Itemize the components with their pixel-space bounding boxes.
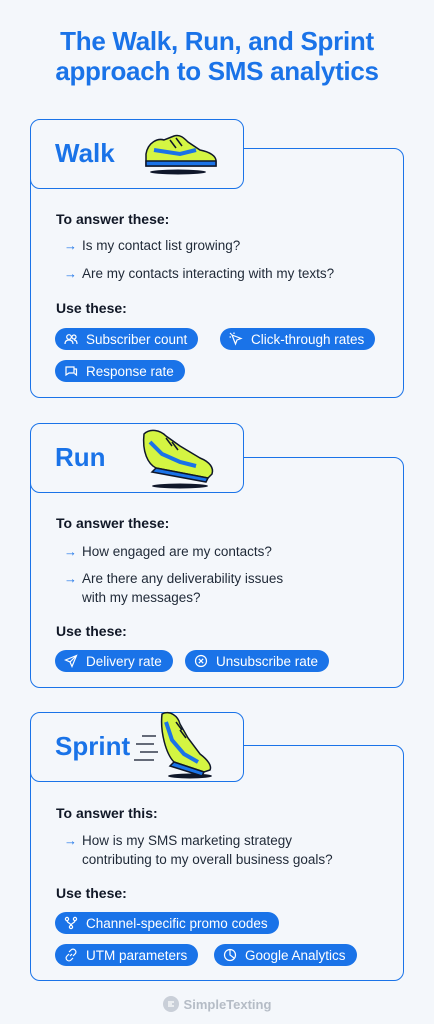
brand-logo — [0, 996, 434, 1012]
run-question-heading: To answer these: — [56, 515, 170, 531]
run-use-heading: Use these: — [56, 623, 127, 639]
question-line-1: How is my SMS marketing strategy — [82, 833, 293, 848]
pill-subscriber-count — [55, 328, 198, 350]
sprint-question-heading: To answer this: — [56, 805, 158, 821]
cancel-icon — [194, 654, 208, 668]
users-icon — [64, 332, 78, 346]
walk-question-2 — [64, 264, 334, 283]
question-line-2: contributing to my overall business goals? — [82, 852, 333, 867]
arrow-right-icon: → — [64, 571, 77, 586]
question-text: How engaged are my contacts? — [82, 544, 272, 559]
send-icon — [64, 654, 78, 668]
question-line-1: Are there any deliverability issues — [82, 571, 284, 586]
analytics-icon — [223, 948, 237, 962]
branch-icon — [64, 916, 78, 930]
walk-question-heading: To answer these: — [56, 211, 170, 227]
sprint-label: Sprint — [55, 731, 131, 761]
pill-response-rate — [55, 360, 185, 382]
title-line-2: approach to SMS analytics — [55, 56, 379, 86]
link-icon — [64, 948, 78, 962]
pill-unsubscribe-rate — [185, 650, 329, 672]
page-title — [0, 26, 434, 86]
simpletexting-logo-icon — [163, 996, 179, 1012]
pill-label: Click-through rates — [251, 331, 365, 347]
run-sneaker-icon — [136, 424, 218, 490]
pill-label: Unsubscribe rate — [216, 653, 319, 669]
question-text: Is my contact list growing? — [82, 238, 241, 253]
title-line-1: The Walk, Run, and Sprint — [60, 26, 374, 56]
arrow-right-icon: → — [64, 544, 77, 559]
pill-label: Subscriber count — [86, 331, 188, 347]
pill-label: Delivery rate — [86, 653, 162, 669]
pill-google-analytics — [214, 944, 357, 966]
pill-channel-specific-promo-codes — [55, 912, 279, 934]
sprint-question-1 — [64, 831, 333, 869]
arrow-right-icon: → — [64, 833, 77, 848]
brand-name: SimpleTexting — [183, 996, 272, 1012]
question-text: Are my contacts interacting with my texts? — [82, 266, 335, 281]
walk-question-1 — [64, 236, 240, 255]
pill-delivery-rate — [55, 650, 173, 672]
pill-click-through-rates — [220, 328, 375, 350]
run-question-2 — [64, 569, 283, 607]
pill-label: UTM parameters — [86, 947, 188, 963]
sprint-sneaker-icon — [132, 708, 220, 780]
walk-use-heading: Use these: — [56, 300, 127, 316]
run-label: Run — [55, 442, 106, 472]
walk-label: Walk — [55, 138, 115, 168]
pill-label: Google Analytics — [245, 947, 346, 963]
question-text — [82, 831, 333, 869]
run-question-1 — [64, 542, 272, 561]
pill-label: Response rate — [86, 363, 174, 379]
sprint-use-heading: Use these: — [56, 885, 127, 901]
chat-icon — [64, 364, 78, 378]
pill-label: Channel-specific promo codes — [86, 915, 268, 931]
walk-sneaker-icon — [140, 128, 220, 176]
arrow-right-icon: → — [64, 238, 77, 253]
question-text — [82, 569, 283, 607]
arrow-right-icon: → — [64, 266, 77, 281]
cursor-icon — [229, 332, 243, 346]
pill-utm-parameters — [55, 944, 198, 966]
question-line-2: with my messages? — [82, 590, 201, 605]
